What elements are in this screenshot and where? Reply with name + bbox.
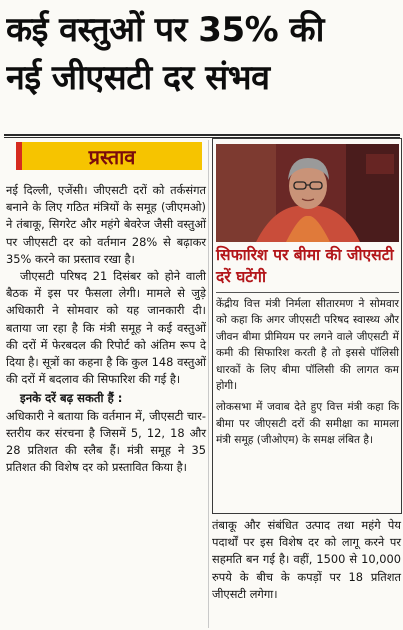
- section-badge: [16, 142, 202, 170]
- left-subhead: इनके दरें बढ़ सकती हैं :: [20, 391, 123, 406]
- headline-line-2: नई जीएसटी दर संभव: [6, 58, 270, 98]
- sidebar-body: [216, 296, 399, 454]
- minister-photo-illustration: [216, 144, 399, 242]
- column-divider: [208, 140, 209, 628]
- left-column: [6, 182, 206, 476]
- left-paragraph-2: जीएसटी परिषद 21 दिसंबर को होने वाली बैठक में इस पर फैसला लेगी। मामले से जुड़े अधिकारी ने सोमवार को यह जानकारी दी। बताया जा रहा है कि मंत्री समूह ने कई वस्तुओं की दरों में फेरबदल की रिपोर्ट को अंतिम रूप दे दिया है। सूत्रों का कहना है कि कुल 148 वस्तुओं की दरों में बदलाव की सिफारिश की गई है।: [6, 269, 206, 387]
- headline-rule: [4, 134, 400, 136]
- minister-photo: [216, 144, 399, 242]
- section-badge-label: प्रस्ताव: [88, 144, 136, 169]
- left-paragraph-3: अधिकारी ने बताया कि वर्तमान में, जीएसटी चार-स्तरीय कर संरचना है जिसमें 5, 12, 18 और 28 प्रतिशत की स्लैब हैं। मंत्री समूह ने 35 प्रतिशत की विशेष दर को प्रस्तावित किया है।: [6, 408, 206, 475]
- bottom-right-column: [212, 517, 401, 603]
- left-paragraph-1: नई दिल्ली, एजेंसी। जीएसटी दरों को तर्कसंगत बनाने के लिए गठित मंत्रियों के समूह (जीएमओ) ने तंबाकू, सिगरेट और महंगे बेवरेज जैसी वस्तुओं पर जीएसटी दर को वर्तमान 28% से बढ़ाकर 35% करने का प्रस्ताव रखा है।: [6, 183, 206, 266]
- headline-line-1: कई वस्तुओं पर 35% की: [6, 10, 324, 50]
- headline: [6, 6, 398, 102]
- bottom-right-paragraph: तंबाकू और संबंधित उत्पाद तथा महंगे पेय पदार्थों पर इस विशेष दर को लागू करने पर सहमति बन गई है। वहीं, 1500 से 10,000 रुपये के बीच के कपड़ों पर 18 प्रतिशत जीएसटी लगेगा।: [212, 518, 401, 601]
- sidebar-title: सिफारिश पर बीमा की जीएसटी दरें घटेंगी: [216, 244, 399, 293]
- sidebar-paragraph-2: लोकसभा में जवाब देते हुए वित्त मंत्री कहा कि बीमा पर जीएसटी दरों की समीक्षा का मामला मंत्री समूह (जीओएम) के समक्ष लंबित है।: [216, 401, 399, 447]
- sidebar-paragraph-1: केंद्रीय वित्त मंत्री निर्मला सीतारमण ने सोमवार को कहा कि अगर जीएसटी परिषद स्वास्थ्य और जीवन बीमा प्रीमियम पर लगने वाले जीएसटी में कमी की सिफारिश करती है तो इससे पॉलिसी धारकों के लिए बीमा पॉलिसी की लागत कम होगी।: [216, 298, 399, 393]
